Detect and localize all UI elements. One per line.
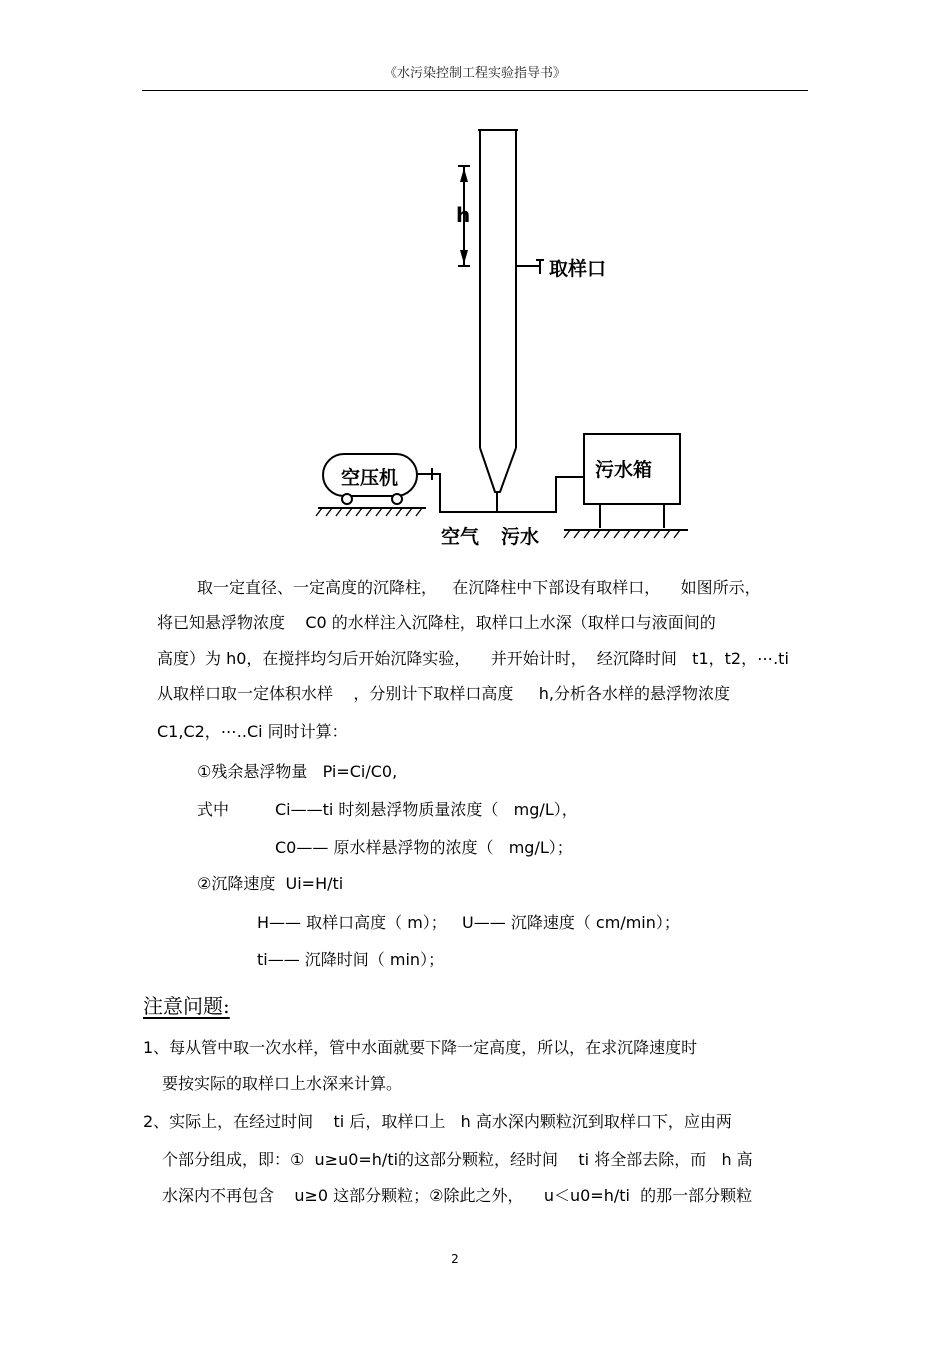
- label-sewage-tank: 污水箱: [595, 459, 653, 481]
- notes-heading: 注意问题:: [143, 994, 230, 1018]
- label-h: h: [456, 203, 471, 227]
- h-arrow-down: [460, 250, 468, 264]
- formula-residual: ①残余悬浮物量 Pi=Ci/C0,: [197, 762, 398, 781]
- paragraph-line: C1,C2，⋯..Ci 同时计算：: [157, 722, 348, 741]
- header-title: 《水污染控制工程实验指导书》: [383, 66, 566, 81]
- label-sewage: 污水: [501, 526, 540, 548]
- formula-ci-definition: Ci——ti 时刻悬浮物质量浓度（ mg/L），: [275, 800, 578, 819]
- paragraph-line: 取一定直径、一定高度的沉降柱， 在沉降柱中下部设有取样口， 如图所示，: [197, 578, 761, 597]
- note-1-line: 要按实际的取样口上水深来计算。: [162, 1074, 403, 1093]
- paragraph-line: 高度）为 h0，在搅拌均匀后开始沉降实验， 并开始计时， 经沉降时间 t1，t2，⋯.ti: [157, 649, 789, 668]
- paragraph-line: 从取样口取一定体积水样 ，分别计下取样口高度 h,分析各水样的悬浮物浓度: [157, 684, 731, 703]
- formula-c0-definition: C0—— 原水样悬浮物的浓度（ mg/L）；: [275, 838, 573, 857]
- sampling-port-pipe: [516, 260, 544, 274]
- h-arrow-up: [460, 168, 468, 182]
- settling-column-diagram: [0, 0, 950, 560]
- label-air-compressor: 空压机: [341, 467, 399, 489]
- formula-h-u-definition: H—— 取样口高度（ m）； U—— 沉降速度（ cm/min）；: [257, 913, 680, 932]
- column-cone: [480, 448, 516, 492]
- note-2-line: 个部分组成，即：① u≥u0=h/ti的这部分颗粒，经时间 ti 将全部去除，而 h 高: [162, 1150, 753, 1169]
- label-air: 空气: [441, 526, 480, 548]
- note-2-line: 水深内不再包含 u≥0 这部分颗粒；②除此之外， u＜u0=h/ti 的那一部分颗粒: [162, 1186, 753, 1205]
- formula-ti-definition: ti—— 沉降时间（ min）；: [257, 950, 445, 969]
- page-number: 2: [451, 1252, 459, 1266]
- paragraph-line: 将已知悬浮物浓度 C0 的水样注入沉降柱，取样口上水深（取样口与液面间的: [157, 613, 716, 632]
- label-sampling-port: 取样口: [549, 258, 607, 280]
- formula-velocity: ②沉降速度 Ui=H/ti: [197, 874, 344, 893]
- note-2-line: 2、实际上，在经过时间 ti 后，取样口上 h 高水深内颗粒沉到取样口下，应由两: [143, 1112, 732, 1131]
- formula-where-label: 式中: [197, 800, 230, 819]
- note-1-line: 1、每从管中取一次水样，管中水面就要下降一定高度，所以，在求沉降速度时: [143, 1038, 698, 1057]
